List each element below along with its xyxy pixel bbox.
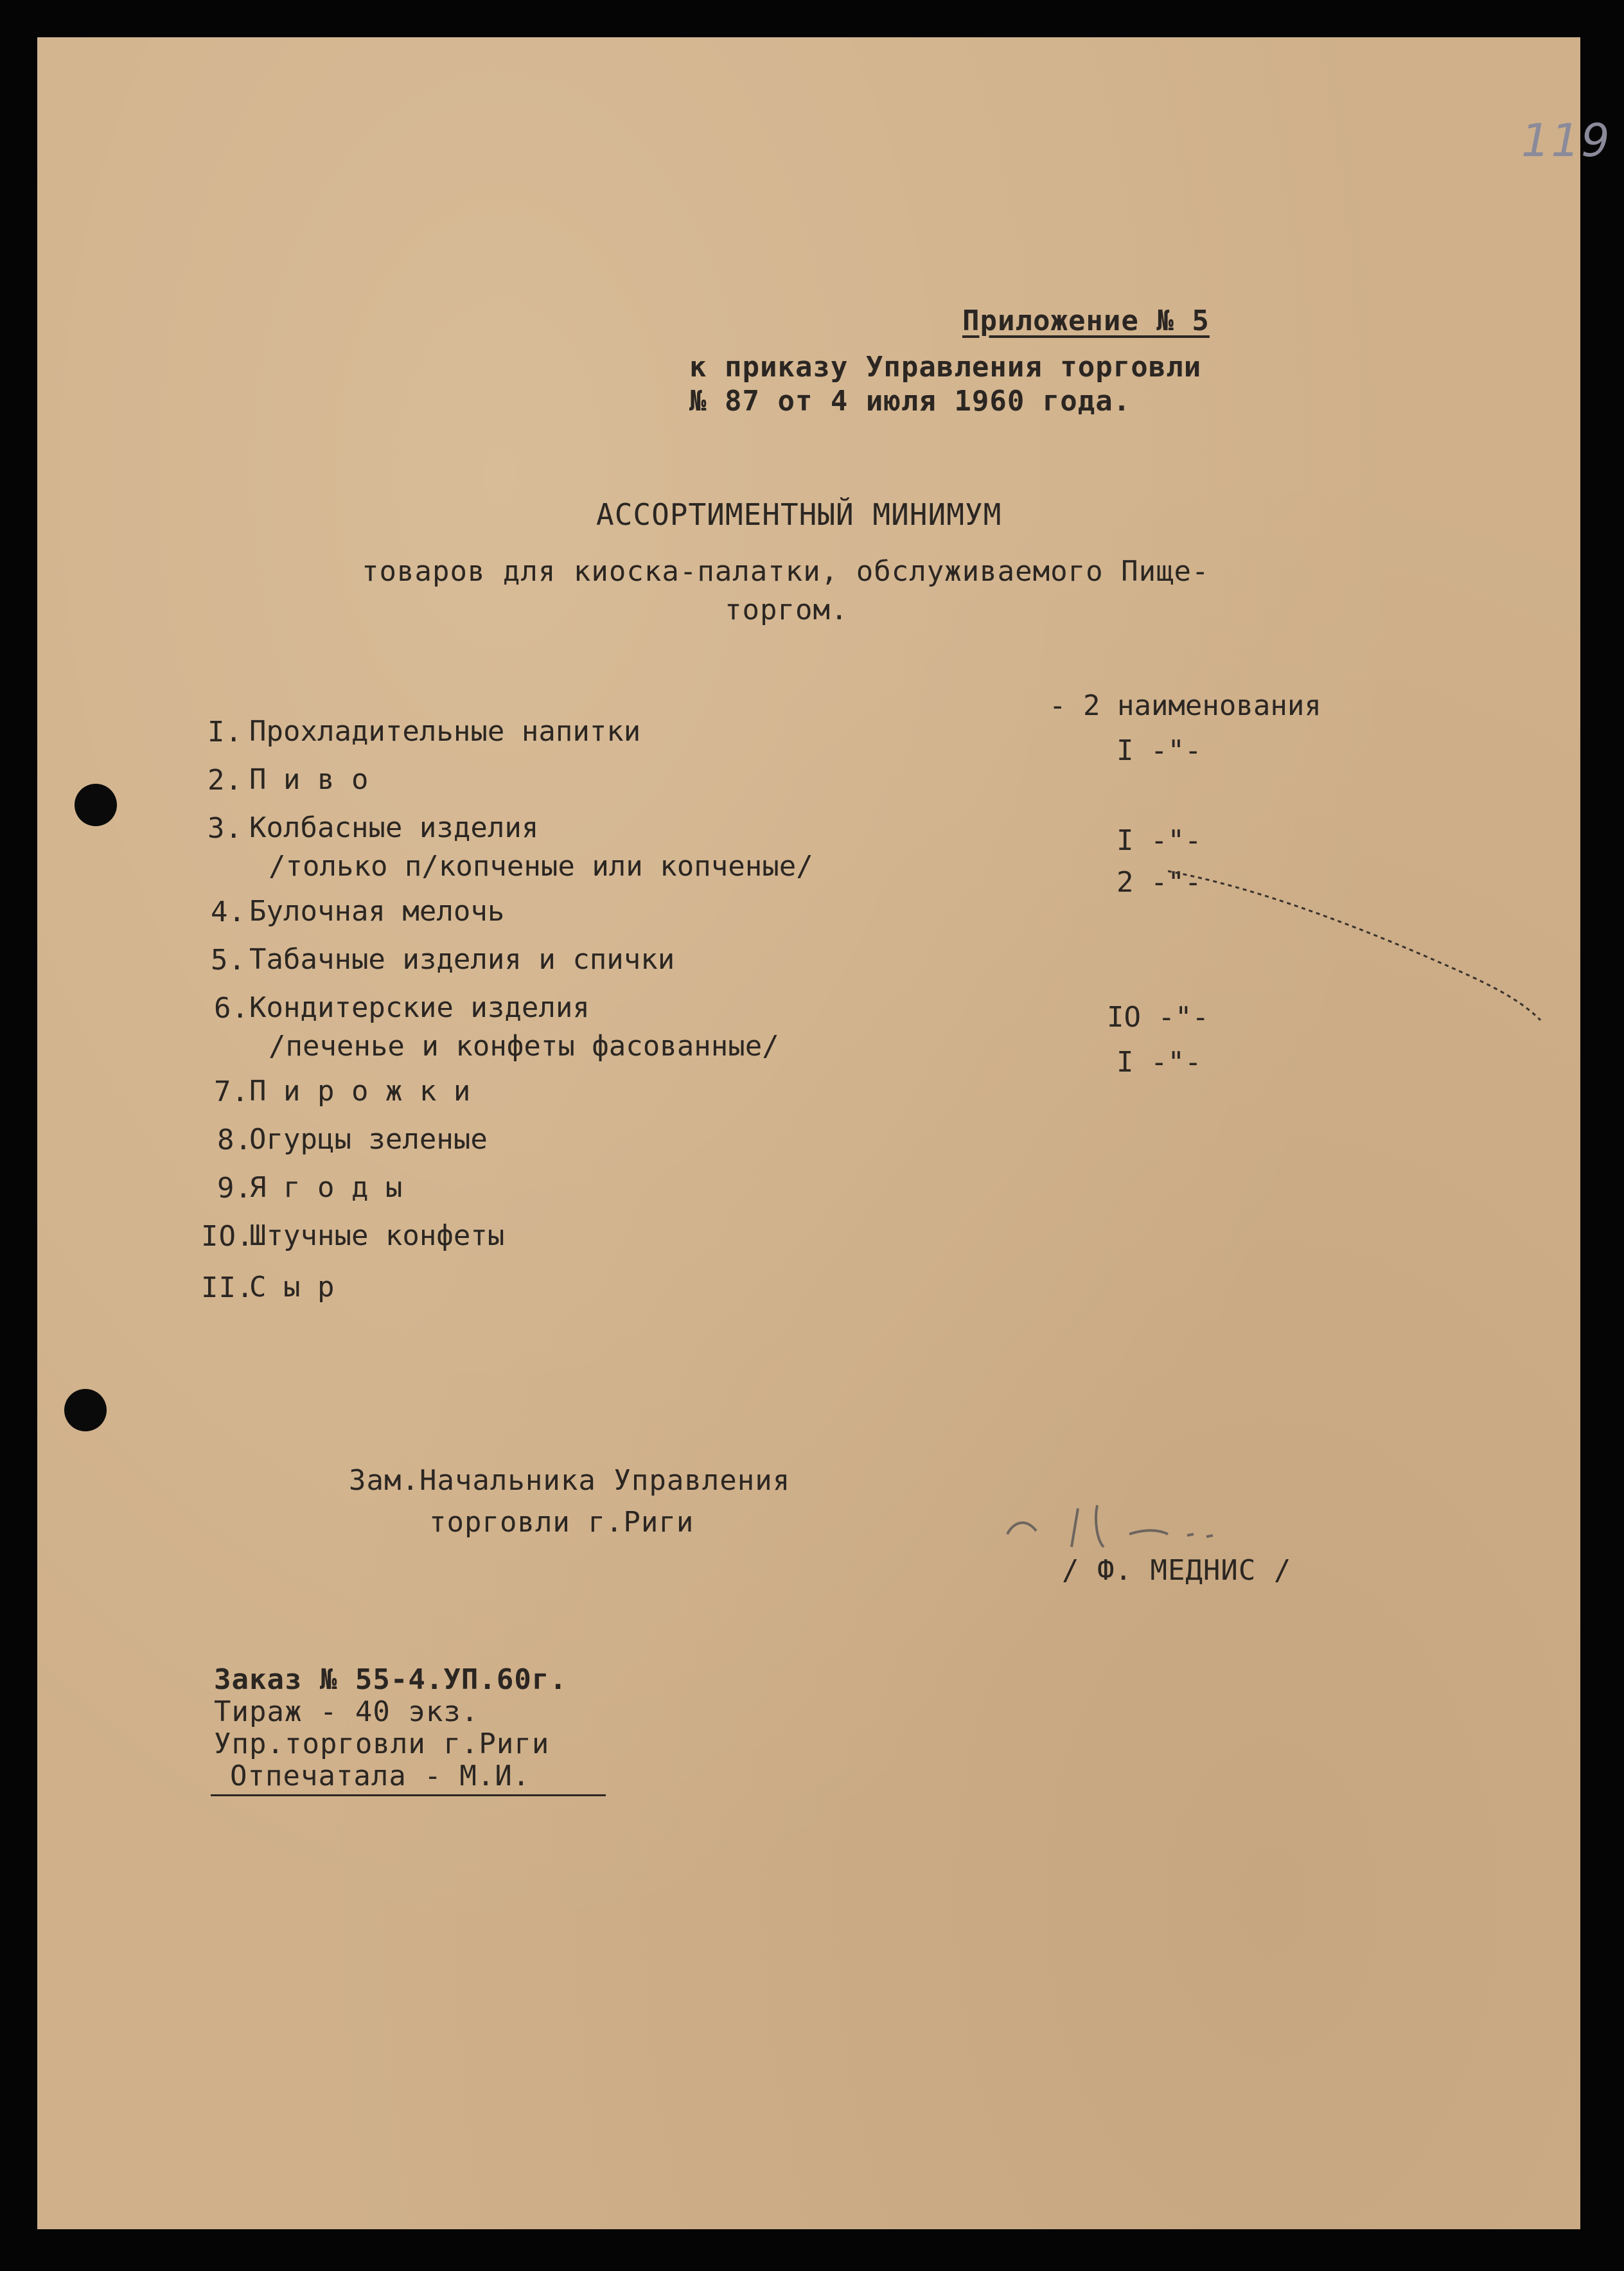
order-reference-line1: к приказу Управления торговли [689,351,1202,384]
footer-underline [211,1794,606,1796]
typist-note: Отпечатала - М.И. [230,1760,531,1792]
appendix-label: Приложение № 5 [962,305,1210,337]
handwritten-signature [1001,1496,1271,1553]
page-number: 119 [1521,114,1611,167]
document-subtitle-line1: товаров для киоска-палатки, обслуживаемого Пище- [362,555,1210,588]
binder-hole-top [75,784,117,826]
order-reference-line2: № 87 от 4 июля 1960 года. [689,385,1131,418]
print-department: Упр.торговли г.Риги [214,1728,550,1760]
signatory-position-line2: торговли г.Риги [429,1506,694,1539]
document-title: АССОРТИМЕНТНЫЙ МИНИМУМ [596,497,1002,532]
document-subtitle-line2: торгом. [725,594,849,626]
signatory-position-line1: Зам.Начальника Управления [349,1464,791,1497]
print-order-number: Заказ № 55-4.УП.60г. [214,1663,567,1696]
signatory-name: / Ф. МЕДНИС / [1062,1554,1292,1587]
document-page: 119 Приложение № 5 к приказу Управления торговли № 87 от 4 июля 1960 года. АССОРТИМЕНТНЫЙ МИНИМУМ товаров для киоска-палатки, обслуживаемого Пище- торгом. I. Прохладительные напитки - 2 наименования 2. П и в о I -"- 3. Колбасные изделия /только п/копченые или копченые/ I -"- 2 -"- 4. Булочная мелочь 5. Табачные изделия и спички 6. Кондитерские изделия /печенье и конфеты фасованные/ IO -"- I -"- 7. П и р о ж к и 8. Огурцы зеленые 9. Я г о д ы IO. Штучные конфеты II. С ы р Зам.Начальника Управления торговли г.Риги / Ф. МЕДНИС / Заказ № 55-4.УП.60г. Тираж - 40 экз. Упр.торговли г.Риги Отпечатала - М.И. [37,37,1580,2229]
pencil-mark [1168,866,1618,1078]
print-run: Тираж - 40 экз. [214,1695,479,1728]
binder-hole-bottom [64,1389,107,1431]
